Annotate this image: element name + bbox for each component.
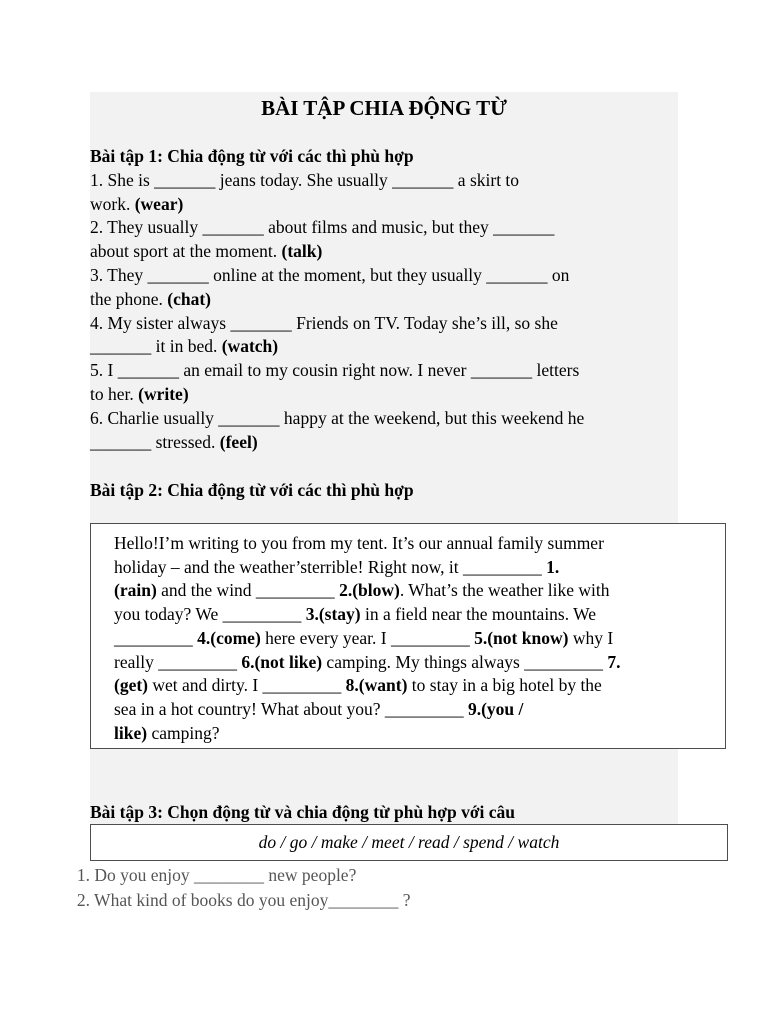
- question-text: Do you enjoy ________ new people?: [90, 865, 357, 885]
- page-title: BÀI TẬP CHIA ĐỘNG TỪ: [261, 96, 507, 120]
- exercise2-text: wet and dirty. I _________: [148, 675, 346, 696]
- exercise1-verb-hint: (chat): [167, 288, 212, 309]
- exercise1-text: work.: [90, 193, 135, 214]
- exercise1-line: [90, 407, 678, 431]
- exercise2-verb-hint: 4.(come): [197, 627, 261, 648]
- exercise1-text: _______ stressed.: [90, 431, 220, 452]
- exercise2-verb-hint: 1.: [546, 556, 560, 577]
- exercise1-verb-hint: (talk): [281, 241, 323, 262]
- question-number: 2.: [76, 889, 90, 910]
- exercise1-text: 5. I _______ an email to my cousin right now. I never _______ letters: [90, 360, 580, 381]
- exercise2-text: in a field near the mountains. We: [360, 604, 597, 625]
- exercise1-text: 1. She is _______ jeans today. She usually _______ a skirt to: [90, 169, 520, 190]
- exercise1-verb-hint: (feel): [219, 431, 258, 452]
- exercise2-line: [114, 722, 708, 746]
- exercise1-line: [90, 264, 678, 288]
- exercise3-questions: [60, 863, 410, 912]
- exercise2-line: [114, 603, 708, 627]
- exercise2-verb-hint: 7.: [607, 651, 621, 672]
- question-number: 1.: [76, 865, 90, 885]
- exercise2-text: sea in a hot country! What about you? _________: [114, 698, 468, 719]
- exercise1-text: about sport at the moment.: [90, 241, 282, 262]
- exercise1-line: [90, 193, 678, 217]
- exercise1-verb-hint: (wear): [134, 193, 184, 214]
- exercise1-verb-hint: (watch): [221, 336, 279, 357]
- exercise1-line: [90, 359, 678, 383]
- exercise1-text: 3. They _______ online at the moment, but they usually _______ on: [90, 264, 570, 285]
- exercise2-verb-hint: (rain): [114, 580, 157, 601]
- exercise2-text: and the wind _________: [156, 580, 340, 601]
- exercise2-verb-hint: 2.(blow): [339, 580, 400, 601]
- exercise2-text: why I: [568, 627, 614, 648]
- question-text: What kind of books do you enjoy________ ?: [90, 889, 411, 910]
- exercise2-line: [114, 698, 708, 722]
- exercise1-text: to her.: [90, 383, 139, 404]
- exercise1-line: [90, 312, 678, 336]
- exercise1-line: [90, 383, 678, 407]
- exercise1-text: 4. My sister always _______ Friends on TV. Today she’s ill, so she: [90, 312, 558, 333]
- exercise2-text: really _________: [114, 651, 242, 672]
- exercise2-text: holiday – and the weather’sterrible! Right now, it _________: [114, 556, 547, 577]
- exercise2-text: _________: [114, 627, 198, 648]
- exercise1-text: 6. Charlie usually _______ happy at the weekend, but this weekend he: [90, 407, 585, 428]
- word-bank: do / go / make / meet / read / spend / watch: [258, 832, 560, 852]
- exercise2-line: [114, 651, 708, 675]
- exercise2-text: you today? We _________: [114, 604, 306, 625]
- exercise2-text: Hello!I’m writing to you from my tent. It’s our annual family summer: [114, 533, 604, 553]
- exercise2-line: [114, 556, 708, 580]
- exercise1-text: the phone.: [90, 288, 168, 309]
- exercise2-line: [114, 674, 708, 698]
- exercise2-verb-hint: 3.(stay): [305, 604, 361, 625]
- exercise2-verb-hint: like): [114, 722, 148, 743]
- exercise1-line: [90, 240, 678, 264]
- exercise1-line: [90, 216, 678, 240]
- exercise2-verb-hint: 5.(not know): [474, 627, 569, 648]
- exercise2-section: [90, 479, 678, 503]
- exercise2-verb-hint: 9.(you /: [467, 698, 524, 719]
- exercise2-text: here every year. I _________: [260, 627, 475, 648]
- exercise1-text: 2. They usually _______ about films and music, but they _______: [90, 217, 555, 238]
- exercise1-line: [90, 335, 678, 359]
- exercise2-verb-hint: 8.(want): [345, 675, 408, 696]
- question-item: [60, 863, 410, 888]
- exercise2-text: camping?: [147, 722, 220, 743]
- exercise1-body: [90, 169, 678, 455]
- exercise2-verb-hint: 6.(not like): [241, 651, 323, 672]
- exercise1-line: [90, 169, 678, 193]
- exercise3-heading: Bài tập 3: Chọn động từ và chia động từ phù hợp với câu: [90, 802, 516, 822]
- word-bank-box: [90, 824, 728, 861]
- exercise1-section: [90, 145, 678, 454]
- exercise1-text: _______ it in bed.: [90, 336, 222, 357]
- exercise2-heading: Bài tập 2: Chia động từ với các thì phù hợp: [90, 480, 414, 500]
- exercise2-text: . What’s the weather like with: [399, 580, 610, 601]
- exercise1-line: [90, 288, 678, 312]
- question-item: [60, 888, 410, 913]
- exercise2-passage: [114, 532, 708, 745]
- exercise2-line: [114, 579, 708, 603]
- exercise2-verb-hint: (get): [114, 675, 149, 696]
- exercise1-heading: Bài tập 1: Chia động từ với các thì phù hợp: [90, 146, 414, 166]
- exercise1-line: [90, 431, 678, 455]
- exercise2-text: to stay in a big hotel by the: [407, 675, 602, 696]
- exercise2-line: [114, 532, 708, 556]
- exercise2-text: camping. My things always _________: [322, 651, 608, 672]
- exercise1-verb-hint: (write): [138, 383, 189, 404]
- exercise2-line: [114, 627, 708, 651]
